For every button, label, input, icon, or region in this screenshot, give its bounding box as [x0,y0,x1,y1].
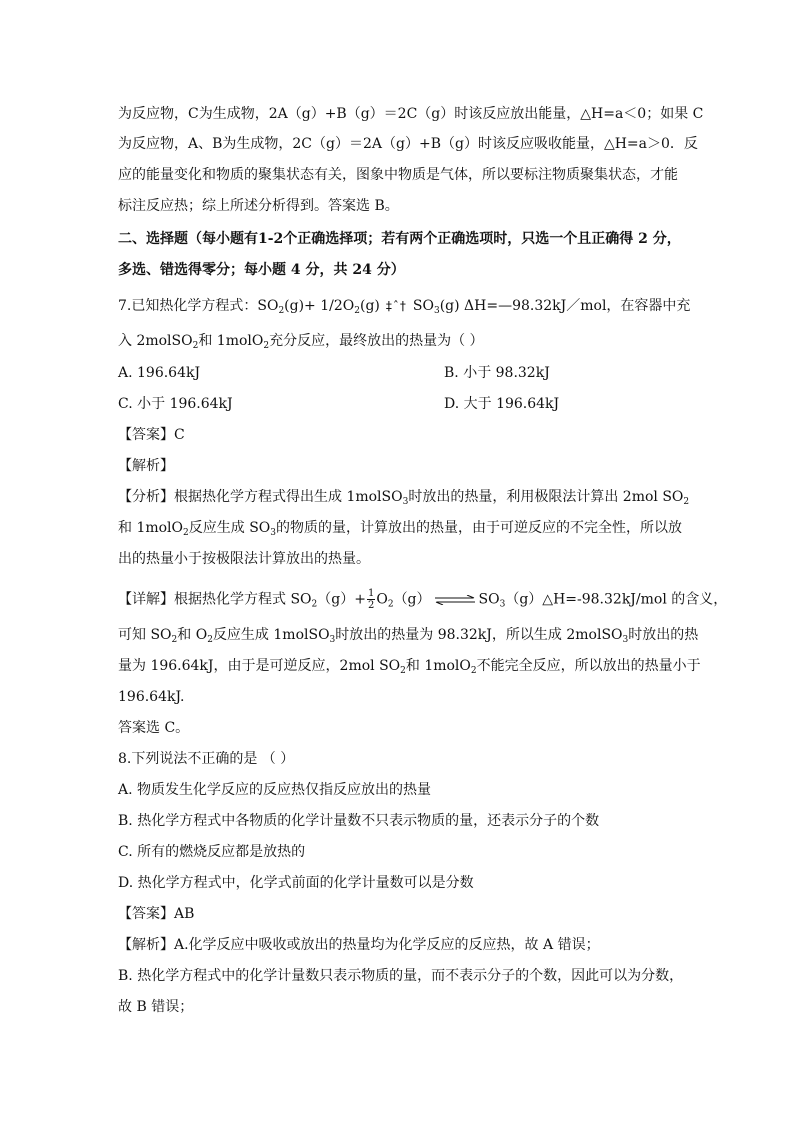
q8-option-b: B. 热化学方程式中各物质的化学计量数不只表示物质的量，还表示分子的个数 [118,813,600,829]
q7-stem-line1: 7.已知热化学方程式：$SO_2(g)+ 1/2O_2(g)$ ‡ˆ† $SO_3(g)$ ΔH=—98.32kJ／mol，在容器中充 [118,298,691,316]
para1-line4: 标注反应热；综上所述分析得到。答案选 B。 [118,198,399,214]
q8-answer: 【答案】AB [118,906,195,922]
q7-xiangjie-line1: 【详解】根据热化学方程式 $SO_2(g)+$ $\frac{1}{2}$ $O_2(g)$ $SO_3(g)\triangle H=-98.32kJ$/mol 的含义， [118,588,728,611]
reversible-arrow-glyphs: ‡ˆ† [385,299,407,313]
q7-fenxi-line2: 和 1molO$_2$反应生成 $SO_3$的物质的量，计算放出的热量，由于可逆反应的不完全性，所以放 [118,520,683,538]
q7-fenxi-line3: 出的热量小于按极限法计算放出的热量。 [118,551,370,567]
q7-fenxi-line1: 【分析】根据热化学方程式得出生成 1molSO$_3$时放出的热量，利用极限法计算出 2mol $SO_2$ [118,489,690,507]
one-half-fraction: $\frac{1}{2}$ [367,588,375,611]
q7-option-d: D. 大于 196.64kJ [444,396,560,412]
q7-xiangjie-line3: 量为 196.64kJ，由于是可逆反应，2mol $SO_2$和 1molO$_2$不能完全反应，所以放出的热量小于 [118,658,701,676]
q7-analysis-heading: 【解析】 [118,458,174,474]
q7-stem-line2: 入 2molSO$_2$和 1molO$_2$充分反应，最终放出的热量为（ ） [118,333,484,351]
equilibrium-arrow-icon [433,595,477,605]
para1-line1: 为反应物，C为生成物，2A（g）+B（g）＝2C（g）时该反应放出能量，△H=a＜0；如果 C [118,106,704,122]
section2-heading-line1: 二、选择题（每小题有1-2个正确选择项；若有两个正确选项时，只选一个且正确得 2 分， [118,231,681,247]
q7-option-a: A. 196.64kJ [118,365,201,381]
q8-jiexi-line1: 【解析】A.化学反应中吸收或放出的热量均为化学反应的反应热，故 A 错误； [118,937,600,953]
q8-option-c: C. 所有的燃烧反应都是放热的 [118,844,306,860]
q7-option-c: C. 小于 196.64kJ [118,396,233,412]
q7-xiangjie-line4: 196.64kJ. [118,689,185,705]
q7-option-b: B. 小于 98.32kJ [444,365,550,381]
q7-answer: 【答案】C [118,427,185,443]
q8-option-a: A. 物质发生化学反应的反应热仅指反应放出的热量 [118,782,432,798]
q8-stem: 8.下列说法不正确的是 （ ） [118,751,295,767]
q7-final-answer: 答案选 C。 [118,720,190,736]
q8-option-d: D. 热化学方程式中，化学式前面的化学计量数可以是分数 [118,875,474,891]
para1-line3: 应的能量变化和物质的聚集状态有关，图象中物质是气体，所以要标注物质聚集状态，才能 [118,167,678,183]
section2-heading-line2: 多选、错选得零分；每小题 4 分，共 24 分） [118,262,405,278]
q8-jiexi-line3: 故 B 错误； [118,999,194,1015]
q8-jiexi-line2: B. 热化学方程式中的化学计量数只表示物质的量，而不表示分子的个数，因此可以为分数， [118,968,684,984]
q7-xiangjie-line2: 可知 $SO_2$和 $O_2$反应生成 1molSO$_3$时放出的热量为 98.32kJ，所以生成 2molSO$_3$时放出的热 [118,627,699,645]
para1-line2: 为反应物，A、B为生成物，2C（g）＝2A（g）+B（g）时该反应吸收能量，△H=a＞0．反 [118,136,698,152]
